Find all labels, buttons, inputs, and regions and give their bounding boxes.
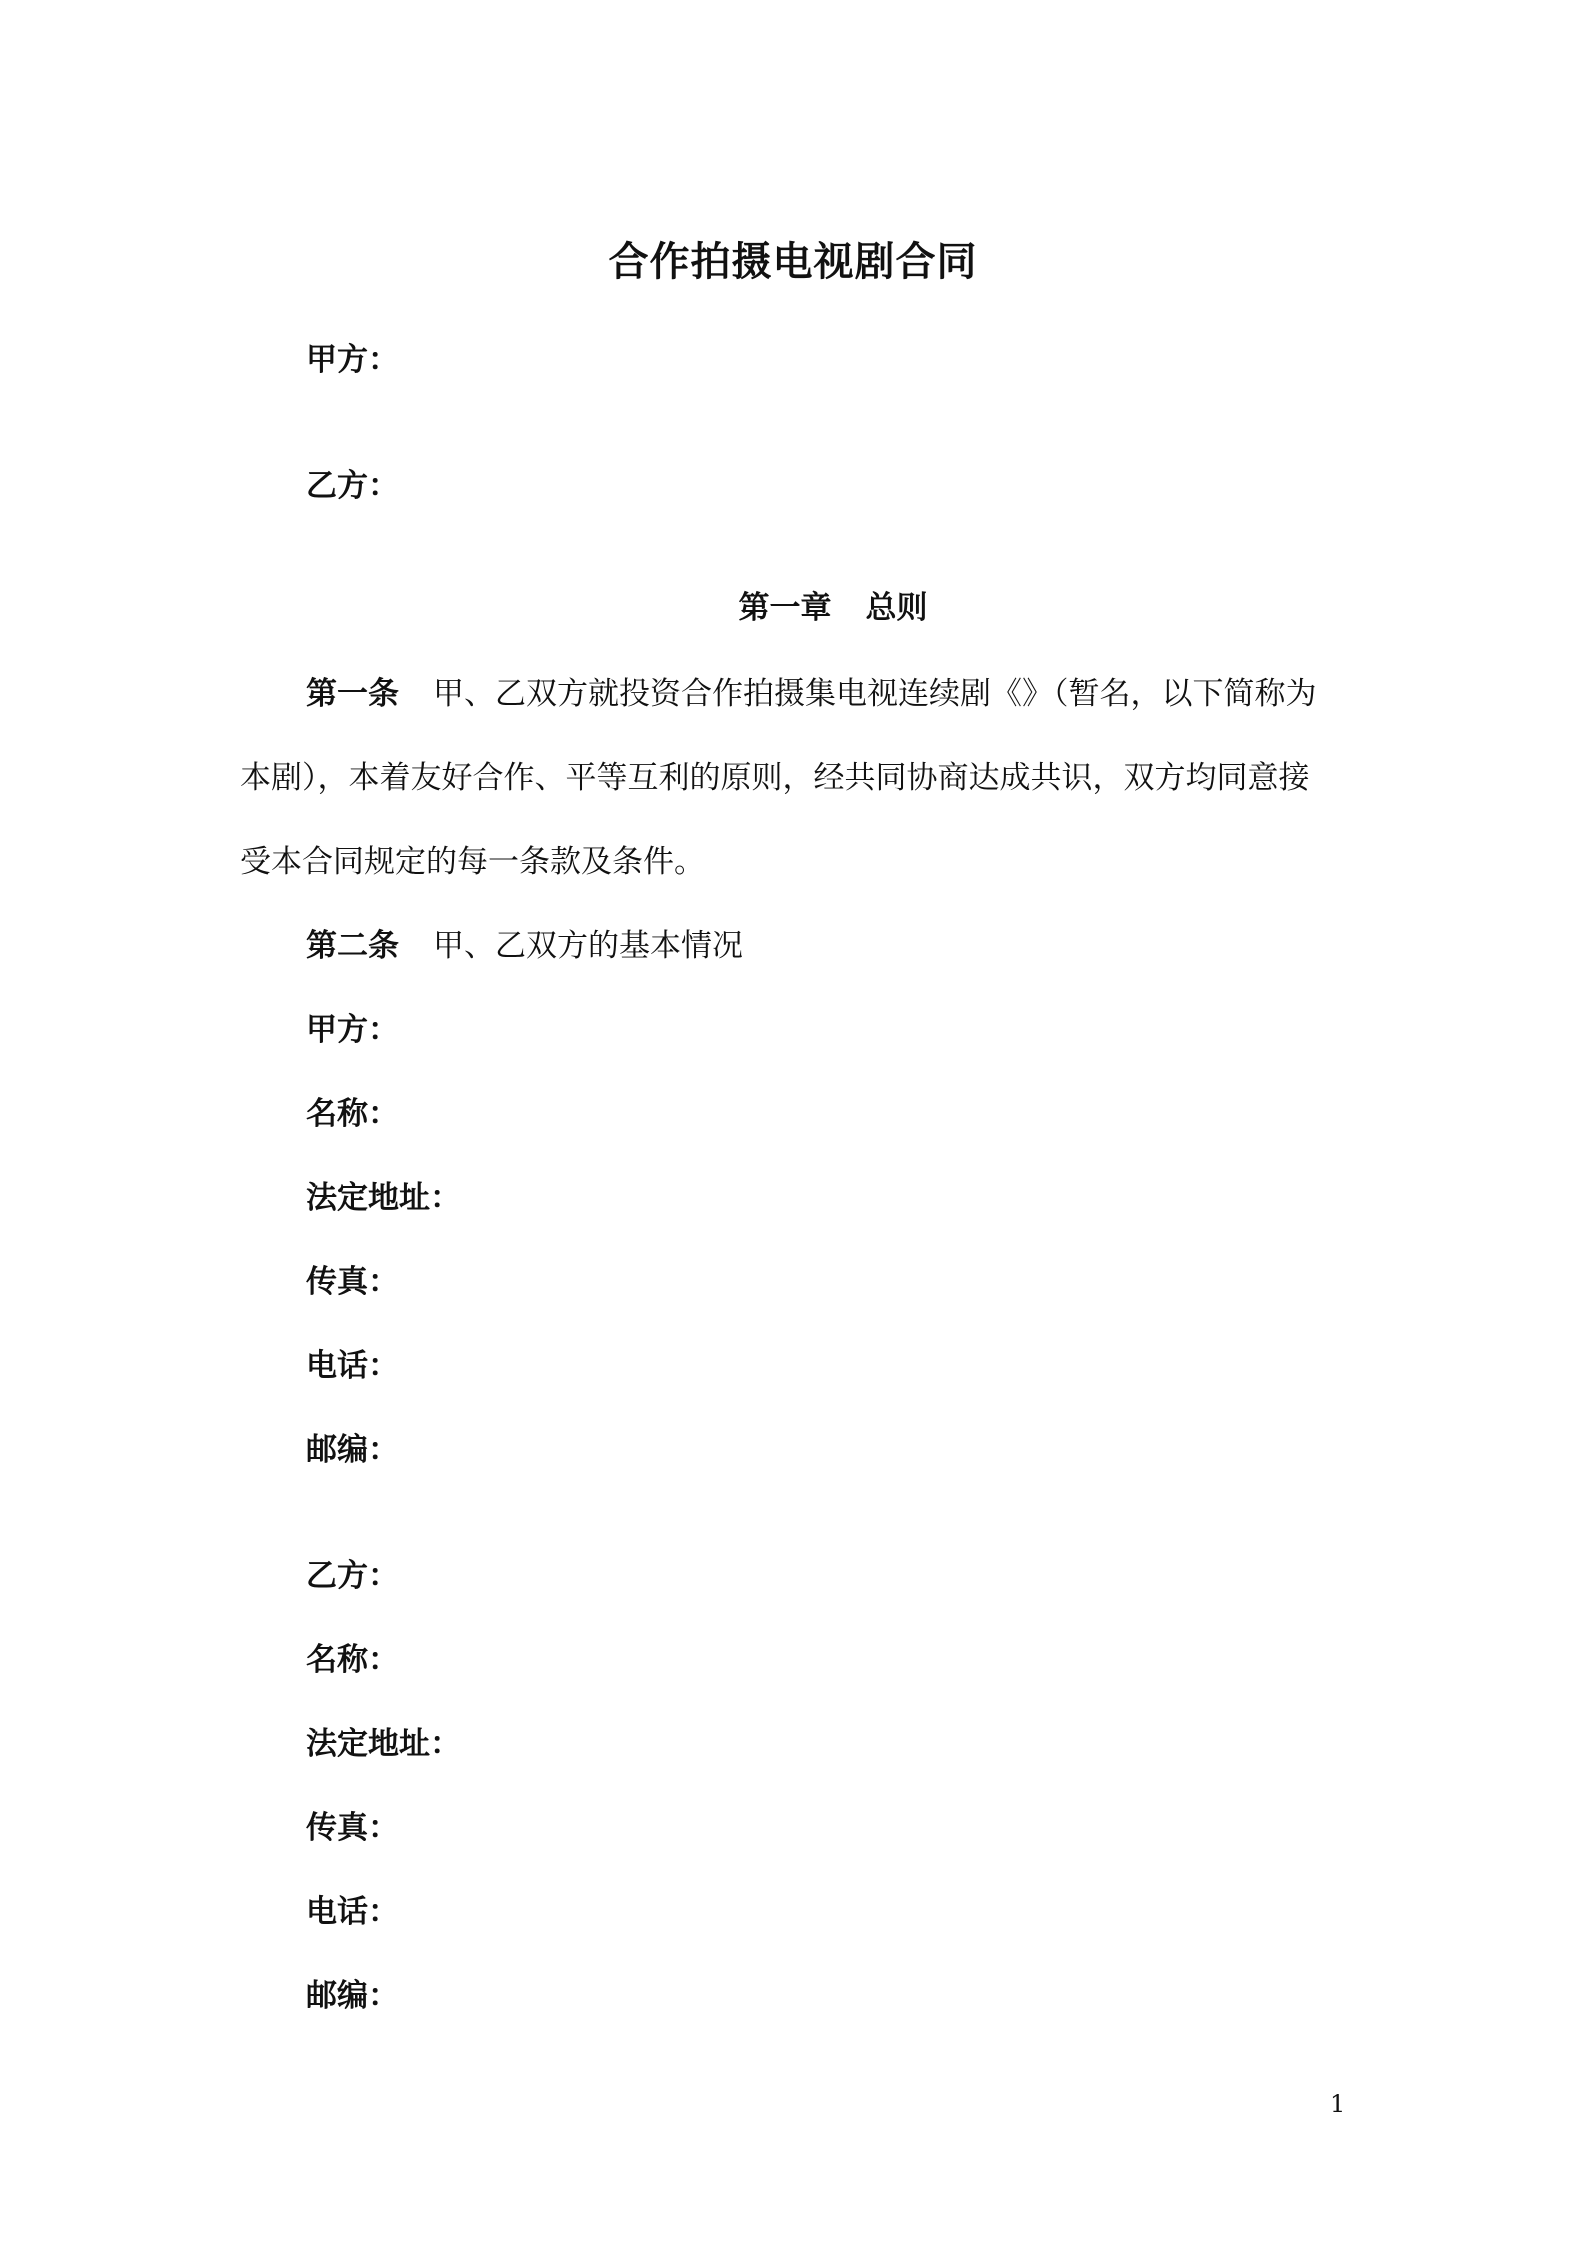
article-1-line-1: [306, 668, 1317, 713]
party-a-label: 甲方：: [306, 342, 399, 378]
article-1-line-2: 本剧），本着友好合作、平等互利的原则，经共同协商达成共识，双方均同意接: [240, 760, 1310, 796]
article-1-text-1: 甲、乙双方就投资合作拍摄集电视连续剧《》（暂名，以下简称为: [433, 676, 1317, 712]
article-1-line-3: 受本合同规定的每一条款及条件。: [240, 844, 705, 880]
chapter-name: 总则: [865, 590, 928, 626]
party-b-postcode: 邮编：: [306, 1978, 399, 2014]
party-a-postcode: 邮编：: [306, 1432, 399, 1468]
party-b-info-label: 乙方：: [306, 1558, 399, 1594]
party-a-fax: 传真：: [306, 1264, 399, 1300]
article-2-text: 甲、乙双方的基本情况: [433, 928, 743, 964]
article-1-number: 第一条: [306, 676, 399, 712]
chapter-heading: [0, 582, 1586, 627]
party-a-phone: 电话：: [306, 1348, 399, 1384]
party-a-name: 名称：: [306, 1096, 399, 1132]
party-b-name: 名称：: [306, 1642, 399, 1678]
party-b-phone: 电话：: [306, 1894, 399, 1930]
chapter-number: 第一章: [738, 590, 832, 626]
document-title: 合作拍摄电视剧合同: [608, 239, 978, 285]
party-b-fax: 传真：: [306, 1810, 399, 1846]
article-2-line: [306, 920, 743, 965]
article-2-number: 第二条: [306, 928, 399, 964]
page-number: 1: [1330, 2090, 1346, 2118]
party-b-label: 乙方：: [306, 468, 399, 504]
party-b-address: 法定地址：: [306, 1726, 461, 1762]
party-a-address: 法定地址：: [306, 1180, 461, 1216]
party-a-info-label: 甲方：: [306, 1012, 399, 1048]
